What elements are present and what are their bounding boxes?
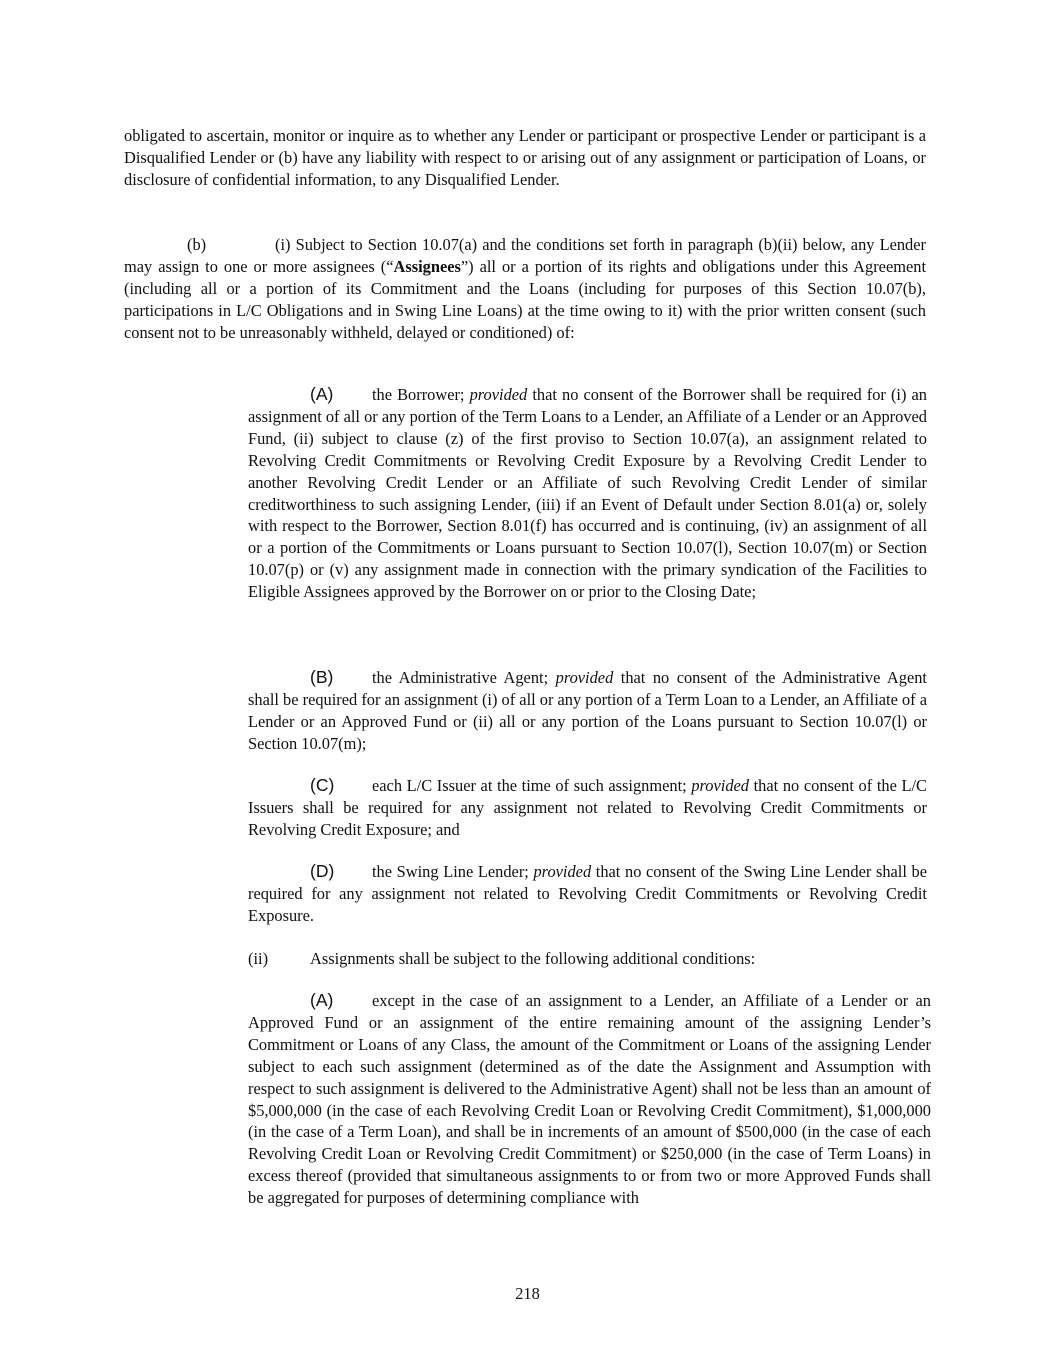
clause-b-i-a-text-1: the Borrower;	[372, 385, 470, 404]
clause-b-i-a-provided: provided	[469, 385, 528, 404]
clause-b-i-c-text-2: that no consent of the L/C Issuers shall be required for any assignment not related to Revolving Credit Commitments or Revolving Credit Exposure; and	[248, 776, 927, 839]
page-number: 218	[515, 1284, 540, 1303]
clause-b-ii-text: Assignments shall be subject to the following additional conditions:	[310, 949, 756, 968]
paragraph-continuation	[124, 125, 926, 191]
paragraph-b-text-2: ”) all or a portion of its rights and obligations under this Agreement (including all or a portion of its Commitment and the Loans (including for purposes of this Section 10.07(b), participations in L/C Obligations and in Swing Line Loans) at the time owing to it) with the prior written consent (such consent not to be unreasonably withheld, delayed or conditioned) of:	[124, 256, 926, 342]
paragraph-continuation-text: obligated to ascertain, monitor or inquire as to whether any Lender or participant or prospective Lender or participant is a Disqualified Lender or (b) have any liability with respect to or arising out of any assignment or participation of Loans, or disclosure of confidential information, to any Disqualified Lender.	[124, 126, 926, 189]
clause-b-i-c-text-1: each L/C Issuer at the time of such assignment;	[372, 776, 692, 795]
clause-b-i-d	[248, 861, 927, 927]
clause-b-i-c-label: (C)	[310, 775, 335, 795]
clause-b-i-b-provided: provided	[555, 668, 614, 687]
clause-b-i-d-provided: provided	[533, 862, 592, 881]
clause-b-i-c-provided: provided	[691, 776, 749, 795]
clause-b-i-a-label: (A)	[310, 384, 334, 404]
clause-b-i-b-text-1: the Administrative Agent;	[372, 668, 556, 687]
clause-b-i-a-text-2: that no consent of the Borrower shall be required for (i) an assignment of all or any portion of the Term Loans to a Lender, an Affiliate of a Lender or an Approved Fund, (ii) subject to clause (z) of the first proviso to Section 10.07(a), an assignment related to Revolving Credit Commitments or Revolving Credit Exposure by a Revolving Credit Lender to another Revolving Credit Lender or an Affiliate of such Revolving Credit Lender of similar creditworthiness to such assigning Lender, (iii) if an Event of Default under Section 8.01(a) or, solely with respect to the Borrower, Section 8.01(f) has occurred and is continuing, (iv) an assignment of all or a portion of the Commitments or Loans pursuant to Section 10.07(l), Section 10.07(m) or Section 10.07(p) or (v) any assignment made in connection with the primary syndication of the Facilities to Eligible Assignees approved by the Borrower on or prior to the Closing Date;	[248, 385, 928, 602]
paragraph-b-label: (b)	[187, 235, 207, 254]
clause-b-ii-a-text: except in the case of an assignment to a Lender, an Affiliate of a Lender or an Approved Fund or an assignment of the entire remaining amount of the assigning Lender’s Commitment or Loans of any Class, the amount of the Commitment or Loans of the assigning Lender subject to each such assignment (determined as of the date the Assignment and Assumption with respect to such assignment is delivered to the Administrative Agent) shall not be less than an amount of $5,000,000 (in the case of each Revolving Credit Loan or Revolving Credit Commitment), $1,000,000 (in the case of a Term Loan), and shall be in increments of an amount of $500,000 (in the case of each Revolving Credit Loan or Revolving Credit Commitment) or $250,000 (in the case of Term Loans) in excess thereof (provided that simultaneous assignments to or from two or more Approved Funds shall be aggregated for purposes of determining compliance with	[248, 991, 931, 1208]
paragraph-b	[124, 234, 926, 344]
clause-b-i-b-text-2: that no consent of the Administrative Agent shall be required for an assignment (i) of all or any portion of a Term Loan to a Lender, an Affiliate of a Lender or an Approved Fund or (ii) all or any portion of the Loans pursuant to Section 10.07(l) or Section 10.07(m);	[248, 668, 927, 753]
clause-b-i-b	[248, 667, 927, 755]
assignees-defined-term: Assignees	[393, 256, 461, 276]
clause-b-ii-label: (ii)	[248, 949, 269, 968]
clause-b-i-d-label: (D)	[310, 861, 335, 881]
clause-b-i-d-text-1: the Swing Line Lender;	[372, 862, 534, 881]
clause-b-ii-a	[248, 990, 931, 1209]
clause-b-i-b-label: (B)	[310, 667, 334, 687]
paragraph-b-text-1: (i) Subject to Section 10.07(a) and the conditions set forth in paragraph (b)(ii) below, any Lender may assign to one or more assignees (“	[124, 235, 926, 276]
clause-b-i-a	[248, 384, 927, 603]
clause-b-ii-a-label: (A)	[310, 990, 334, 1010]
clause-b-i-d-text-2: that no consent of the Swing Line Lender shall be required for any assignment not related to Revolving Credit Commitments or Revolving Credit Exposure.	[248, 862, 928, 925]
clause-b-i-c	[248, 775, 927, 841]
clause-b-ii	[248, 948, 927, 970]
